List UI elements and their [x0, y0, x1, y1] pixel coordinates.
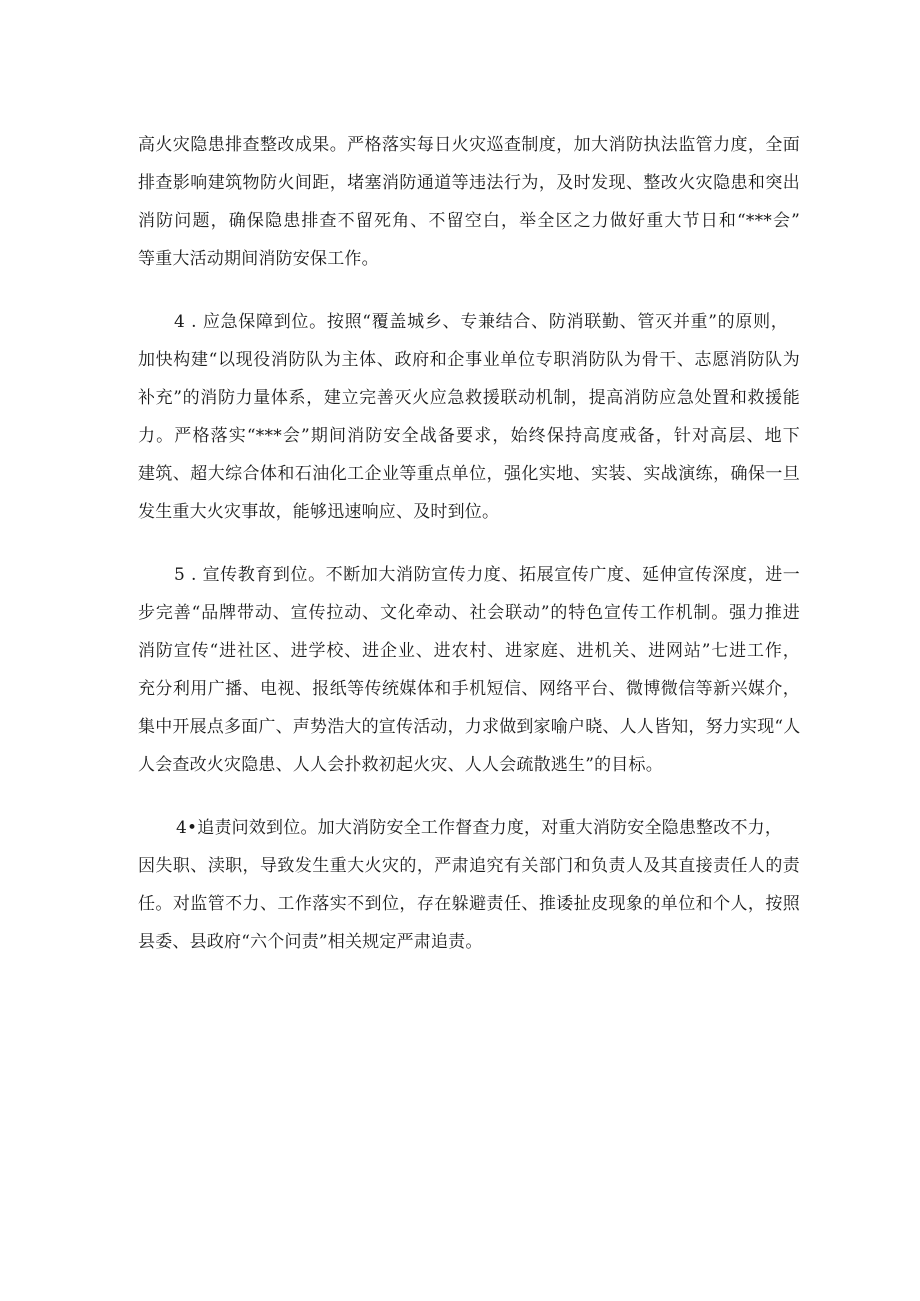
text-line: 步完善“品牌带动、宣传拉动、文化牵动、社会联动”的特色宣传工作机制。强力推进 [138, 603, 800, 623]
text-line: 消防宣传“进社区、进学校、进企业、进农村、进家庭、进机关、进网站”七进工作， [138, 641, 800, 661]
text-line: 因失职、渎职，导致发生重大火灾的，严肃追究有关部门和负责人及其直接责任人的责 [138, 856, 800, 876]
text-line: 消防问题，确保隐患排查不留死角、不留空白，举全区之力做好重大节日和“***会” [138, 211, 800, 231]
paragraph-publicity-education [138, 556, 800, 784]
text-line: 力。严格落实“***会”期间消防安全战备要求，始终保持高度戒备，针对高层、地下 [138, 426, 800, 446]
paragraph-accountability [138, 809, 800, 961]
text-line: 加快构建“以现役消防队为主体、政府和企事业单位专职消防队为骨干、志愿消防队为 [138, 350, 800, 370]
text-line: 4 . 应急保障到位。按照“覆盖城乡、专兼结合、防消联勤、管灭并重”的原则， [174, 312, 788, 332]
text-line: 集中开展点多面广、声势浩大的宣传活动，力求做到家喻户晓、人人皆知，努力实现“人 [138, 717, 801, 737]
text-line: 任。对监管不力、工作落实不到位，存在躲避责任、推诿扯皮现象的单位和个人，按照 [138, 894, 800, 914]
text-line: 发生重大火灾事故，能够迅速响应、及时到位。 [138, 502, 500, 522]
text-line: 等重大活动期间消防安保工作。 [138, 249, 379, 269]
text-line: 补充”的消防力量体系，建立完善灭火应急救援联动机制，提高消防应急处置和救援能 [138, 388, 800, 408]
text-line: 人会查改火灾隐患、人人会扑救初起火灾、人人会疏散逃生”的目标。 [138, 755, 663, 775]
text-line: 建筑、超大综合体和石油化工企业等重点单位，强化实地、实装、实战演练，确保一旦 [138, 464, 800, 484]
text-line: 县委、县政府“六个问责”相关规定严肃追责。 [138, 932, 483, 952]
text-line: 排查影响建筑物防火间距，堵塞消防通道等违法行为，及时发现、整改火灾隐患和突出 [138, 173, 800, 193]
text-line: 5 . 宣传教育到位。不断加大消防宣传力度、拓展宣传广度、延伸宣传深度，进一 [174, 565, 800, 585]
text-line: 充分利用广播、电视、报纸等传统媒体和手机短信、网络平台、微博微信等新兴媒介， [138, 679, 800, 699]
text-line: 高火灾隐患排查整改成果。严格落实每日火灾巡查制度，加大消防执法监管力度，全面 [138, 135, 800, 155]
paragraph-fire-hazard-inspection [138, 126, 800, 278]
text-line: 4•追责问效到位。加大消防安全工作督查力度，对重大消防安全隐患整改不力， [176, 818, 783, 838]
paragraph-emergency-support [138, 303, 800, 531]
